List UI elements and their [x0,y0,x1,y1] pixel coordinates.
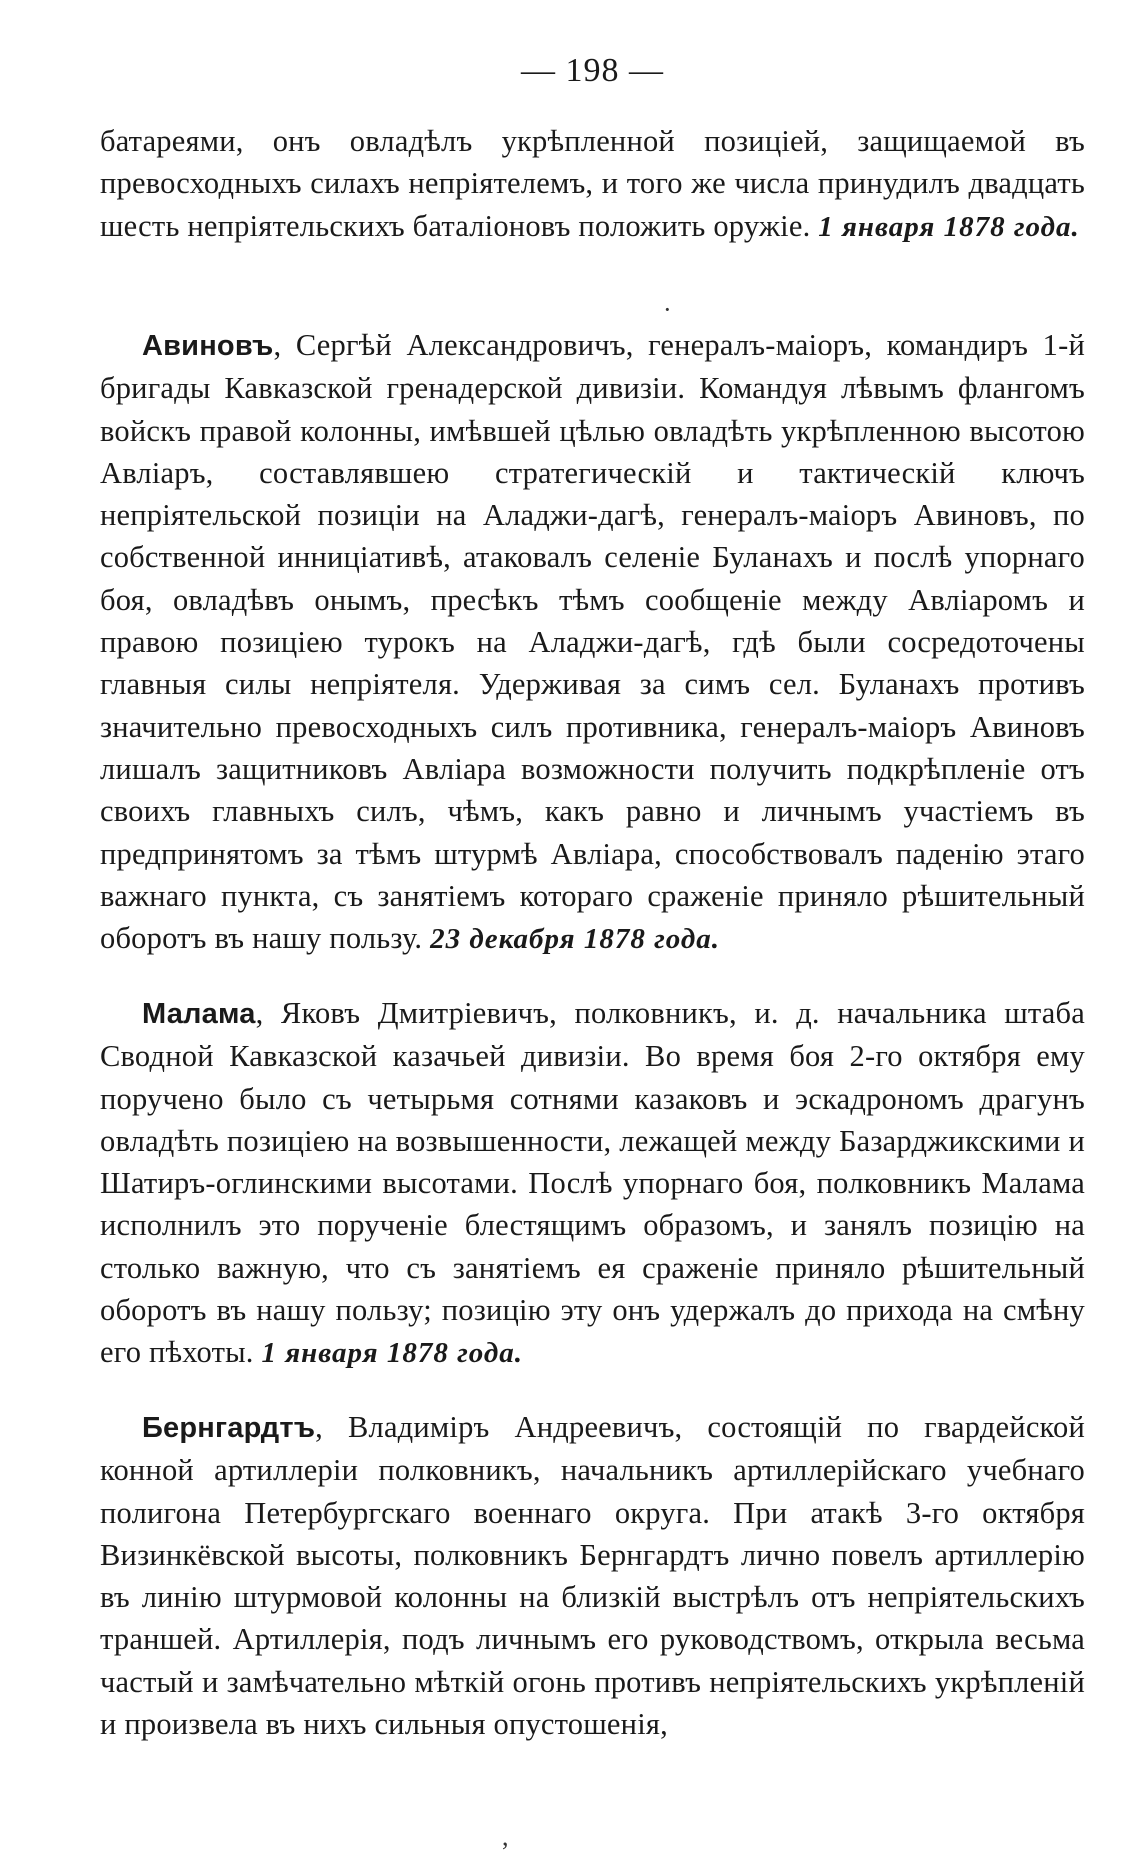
entry-text: батареями, онъ овладѣлъ укрѣпленной позиціей, защищаемой въ превосходныхъ силахъ непріятелемъ, и того же числа принудилъ двадцать шесть непріятельскихъ баталіоновъ положить оружіе. [100,124,1085,243]
entry-name: Авиновъ [142,330,274,362]
entry-text: , Владиміръ Андреевичъ, состоящій по гвардейской конной артиллеріи полковникъ, начальникъ артиллерійскаго учебнаго полигона Петербургскаго военнаго округа. При атакѣ 3-го октября Визинкёвской высоты, полковникъ Бернгардтъ лично повелъ артиллерію въ линію штурмовой колонны на близкій выстрѣлъ отъ непріятельскихъ траншей. Артиллерія, подъ личнымъ его руководствомъ, открыла весьма частый и замѣчательно мѣткій огонь противъ непріятельскихъ укрѣпленій и произвела въ нихъ сильныя опустошенія, [100,1410,1085,1742]
stray-comma-mark: , [502,1822,509,1851]
entry-text: , Сергѣй Александровичъ, генералъ-маіоръ, командиръ 1-й бригады Кавказской гренадерской дивизіи. Командуя лѣвымъ флангомъ войскъ правой колонны, имѣвшей цѣлью овладѣть укрѣпленною высотою Авліаръ, составлявшею стратегическій и тактическій ключъ непріятельской позиціи на Аладжи-дагѣ, генералъ-маіоръ Авиновъ, по собственной инниціативѣ, атаковалъ селеніе Буланахъ и послѣ упорнаго боя, овладѣвъ онымъ, пресѣкъ тѣмъ сообщеніе между Авліаромъ и правою позиціею турокъ на Аладжи-дагѣ, гдѣ были сосредоточены главныя силы непріятеля. Удерживая за симъ сел. Буланахъ противъ значительно превосходныхъ силъ противника, генералъ-маіоръ Авиновъ лишалъ защитниковъ Авліара возможности получить подкрѣпленіе отъ своихъ главныхъ силъ, чѣмъ, какъ равно и личнымъ участіемъ въ предпринятомъ за тѣмъ штурмѣ Авліара, способствовалъ паденію этаго важнаго пункта, съ занятіемъ котораго сраженіе приняло рѣшительный оборотъ въ нашу пользу. [100,328,1085,956]
page-number: — 198 — [521,52,664,89]
entry-date: 1 января 1878 года. [261,1337,524,1370]
entry-paragraph-avinov [100,324,1085,960]
entry-text: , Яковъ Дмитріевичъ, полковникъ, и. д. начальника штаба Сводной Кавказской казачьей дивизіи. Во время боя 2-го октября ему поручено было съ четырьмя сотнями казаковъ и эскадрономъ драгунъ овладѣть позиціею на возвышенности, лежащей между Базарджикскими и Шатиръ-оглинскими высотами. Послѣ упорнаго боя, полковникъ Малама исполнилъ это порученіе блестящимъ образомъ, и занялъ позицію на столько важную, что съ занятіемъ ея сраженіе приняло рѣшительный оборотъ въ нашу пользу; позицію эту онъ удержалъ до прихода на смѣну его пѣхоты. [100,996,1085,1370]
stray-dot-mark: · [663,295,672,324]
entry-paragraph-malama [100,992,1085,1375]
entry-date: 23 декабря 1878 года. [430,923,721,956]
entry-date: 1 января 1878 года. [818,210,1080,243]
entry-name: Бернгардтъ [142,1412,316,1444]
entry-name: Малама [142,998,256,1030]
entry-paragraph-berngardt [100,1406,1085,1745]
entry-paragraph-1 [100,120,1085,248]
